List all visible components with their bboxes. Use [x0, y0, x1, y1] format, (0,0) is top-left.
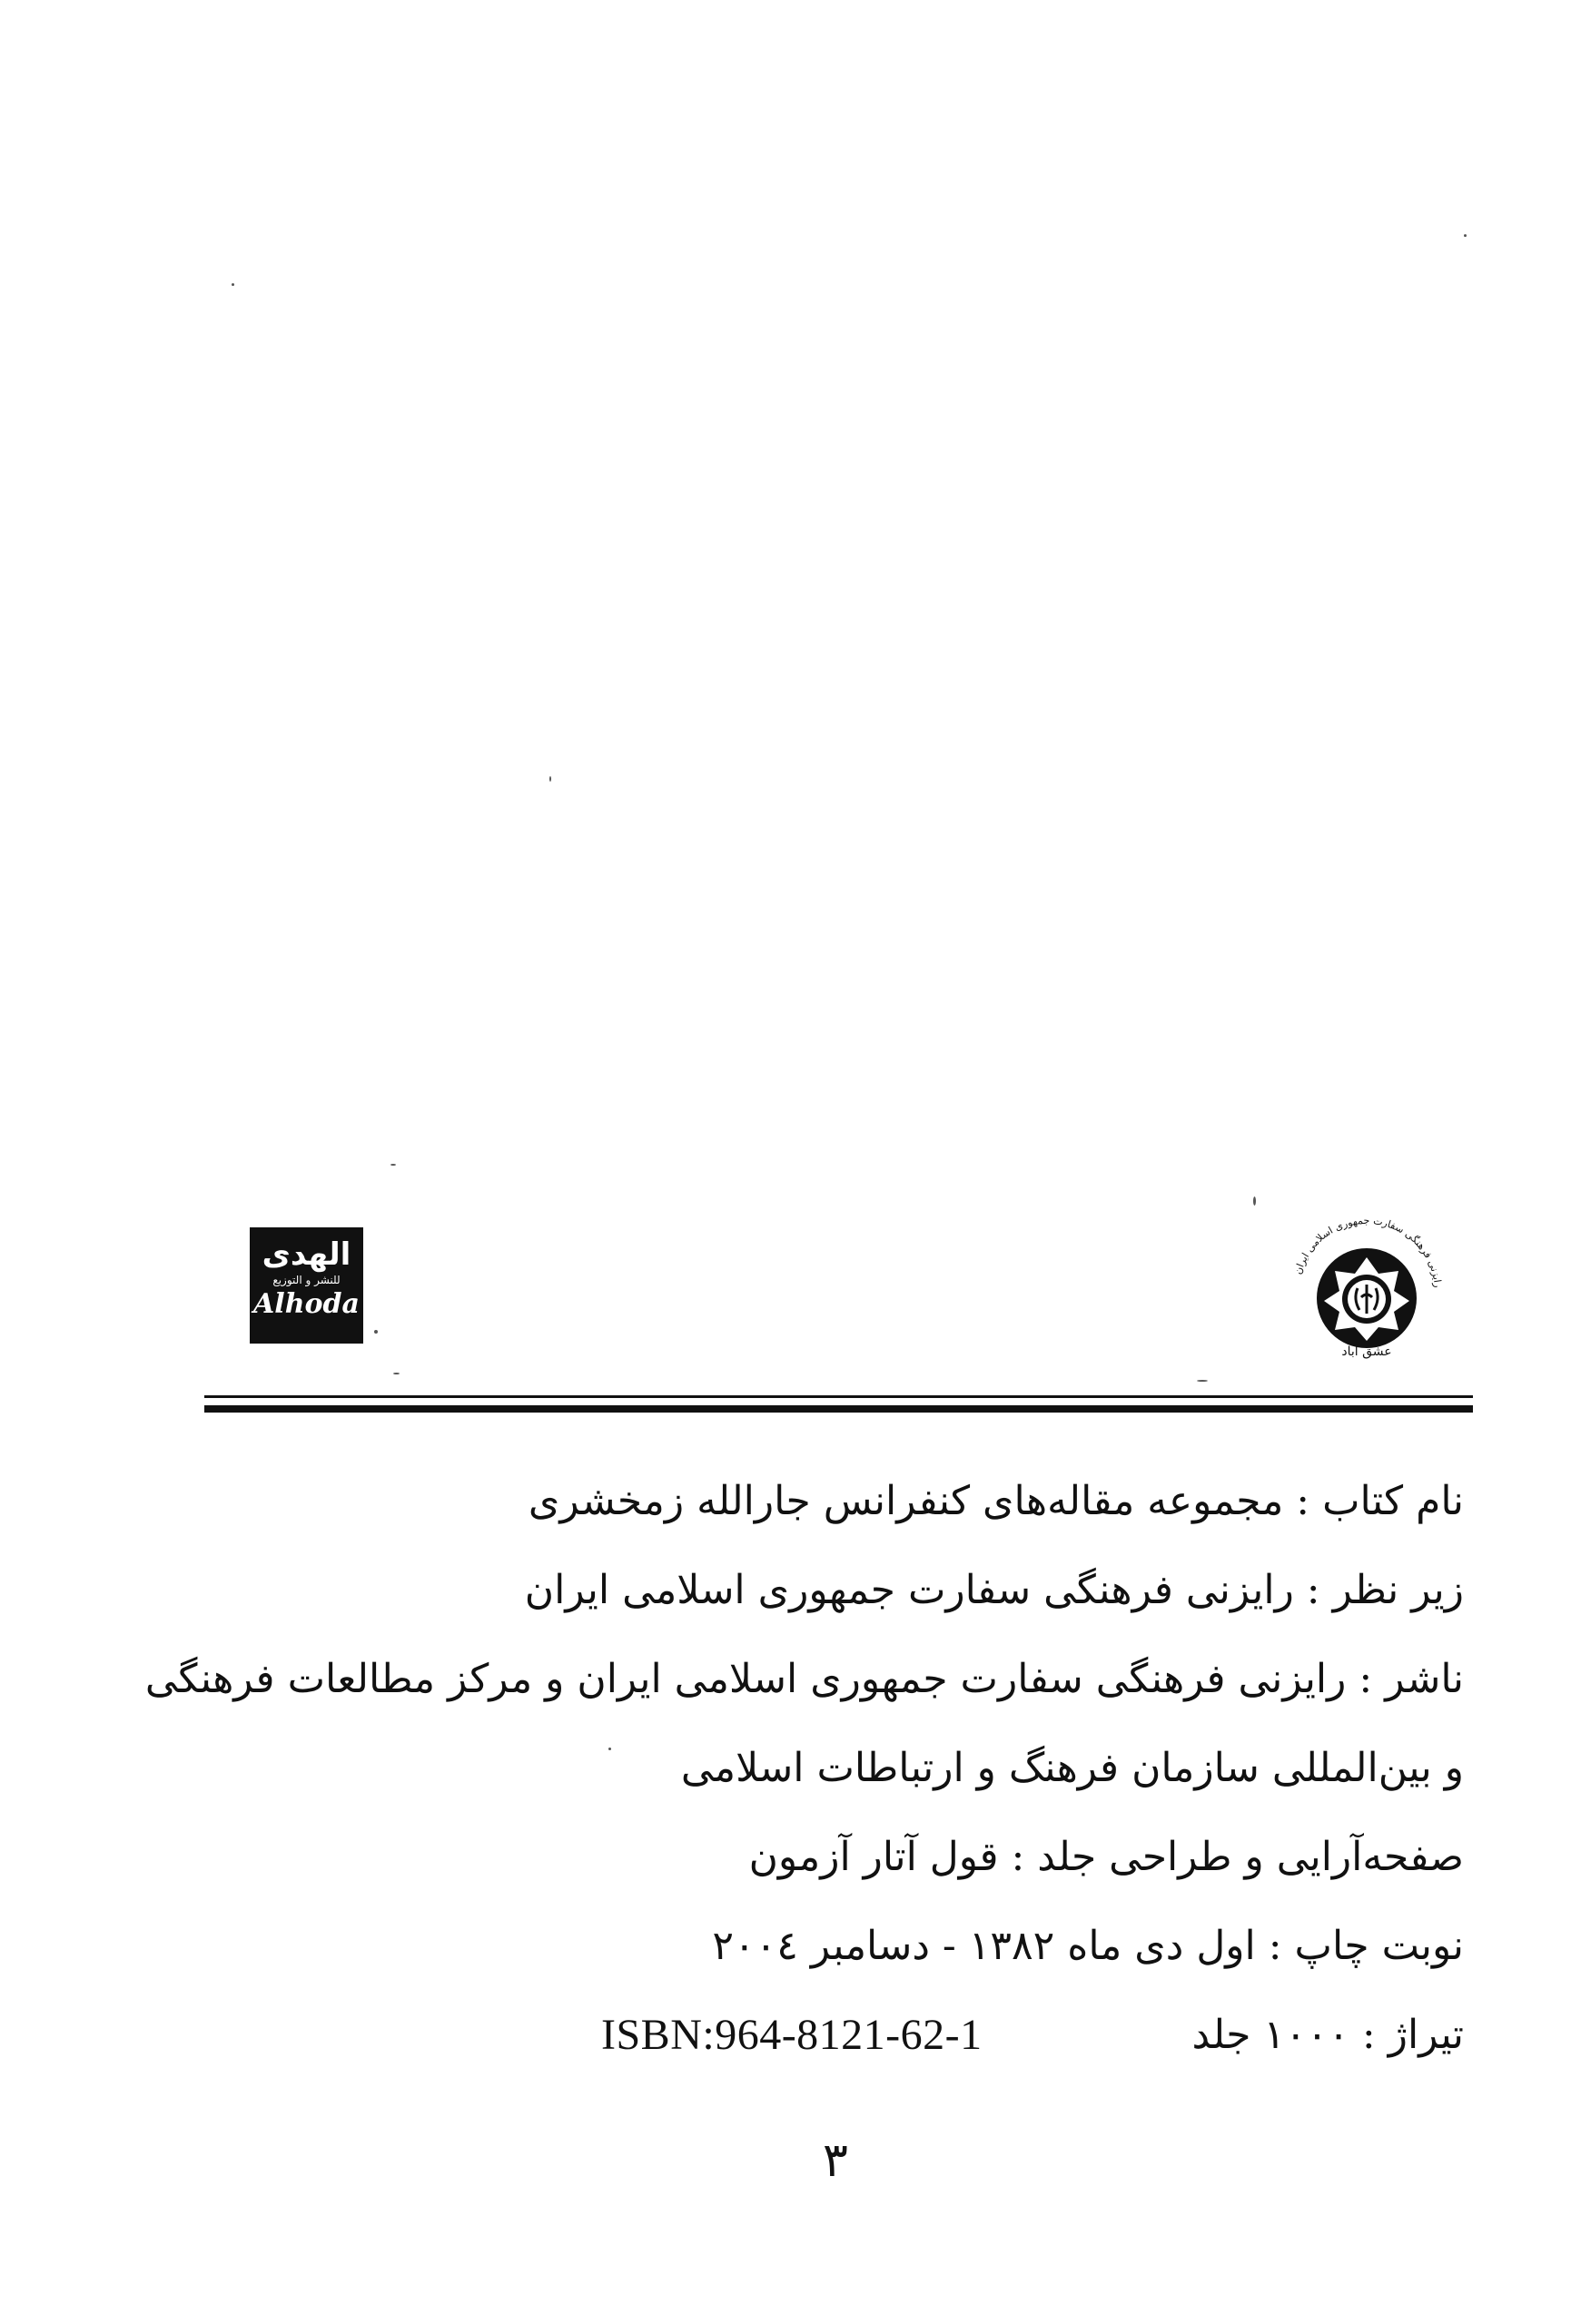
- scan-speck: [232, 283, 234, 286]
- alhoda-latin-mark: Alhoda: [253, 1288, 360, 1320]
- cultural-counsellor-emblem: [1262, 1185, 1471, 1384]
- scan-speck: [374, 1330, 378, 1334]
- scan-speck: [393, 1373, 400, 1374]
- supervision-line: زیر نظر : رایزنی فرهنگی سفارت جمهوری اسلامی ایران: [524, 1567, 1464, 1613]
- isbn-number: ISBN:964-8121-62-1: [601, 2011, 983, 2059]
- scan-speck: [390, 1164, 396, 1166]
- publisher-line-1: ناشر : رایزنی فرهنگی سفارت جمهوری اسلامی ایران و مرکز مطالعات فرهنگی: [144, 1656, 1464, 1702]
- layout-design-line: صفحه‌آرایی و طراحی جلد : قول آتار آزمون: [748, 1834, 1464, 1880]
- colophon-block: [144, 1457, 1464, 2080]
- alhoda-arabic-subtitle: للنشر و التوزيع: [272, 1274, 341, 1286]
- print-run-line: نوبت چاپ : اول دی ماه ۱۳۸۲ - دسامبر ۲۰۰٤: [712, 1923, 1464, 1969]
- publisher-line-2: و بین‌المللی سازمان فرهنگ و ارتباطات اسلامی: [680, 1745, 1464, 1791]
- circulation-row: [174, 1991, 1464, 2080]
- scan-speck: [549, 776, 551, 782]
- scan-speck: [1197, 1380, 1208, 1382]
- emblem-ring-text: رایزنی فرهنگی سفارت جمهوری اسلامی ایران: [1291, 1214, 1444, 1288]
- scan-speck: [1253, 1196, 1256, 1206]
- divider-rule-thick: [204, 1405, 1473, 1413]
- scan-speck: [1464, 234, 1467, 237]
- page-number: ۳: [823, 2133, 848, 2188]
- book-title-line: نام کتاب : مجموعه مقاله‌های کنفرانس جارالله زمخشری: [528, 1478, 1464, 1524]
- emblem-caption: عشق آباد: [1341, 1344, 1392, 1359]
- alhoda-logo: [250, 1227, 363, 1344]
- circulation-line: تیراژ : ۱۰۰۰ جلد: [1191, 2012, 1464, 2058]
- alhoda-arabic-mark: الهدى: [262, 1236, 351, 1273]
- divider-rule-thin: [204, 1395, 1473, 1398]
- scan-speck: [608, 1748, 611, 1750]
